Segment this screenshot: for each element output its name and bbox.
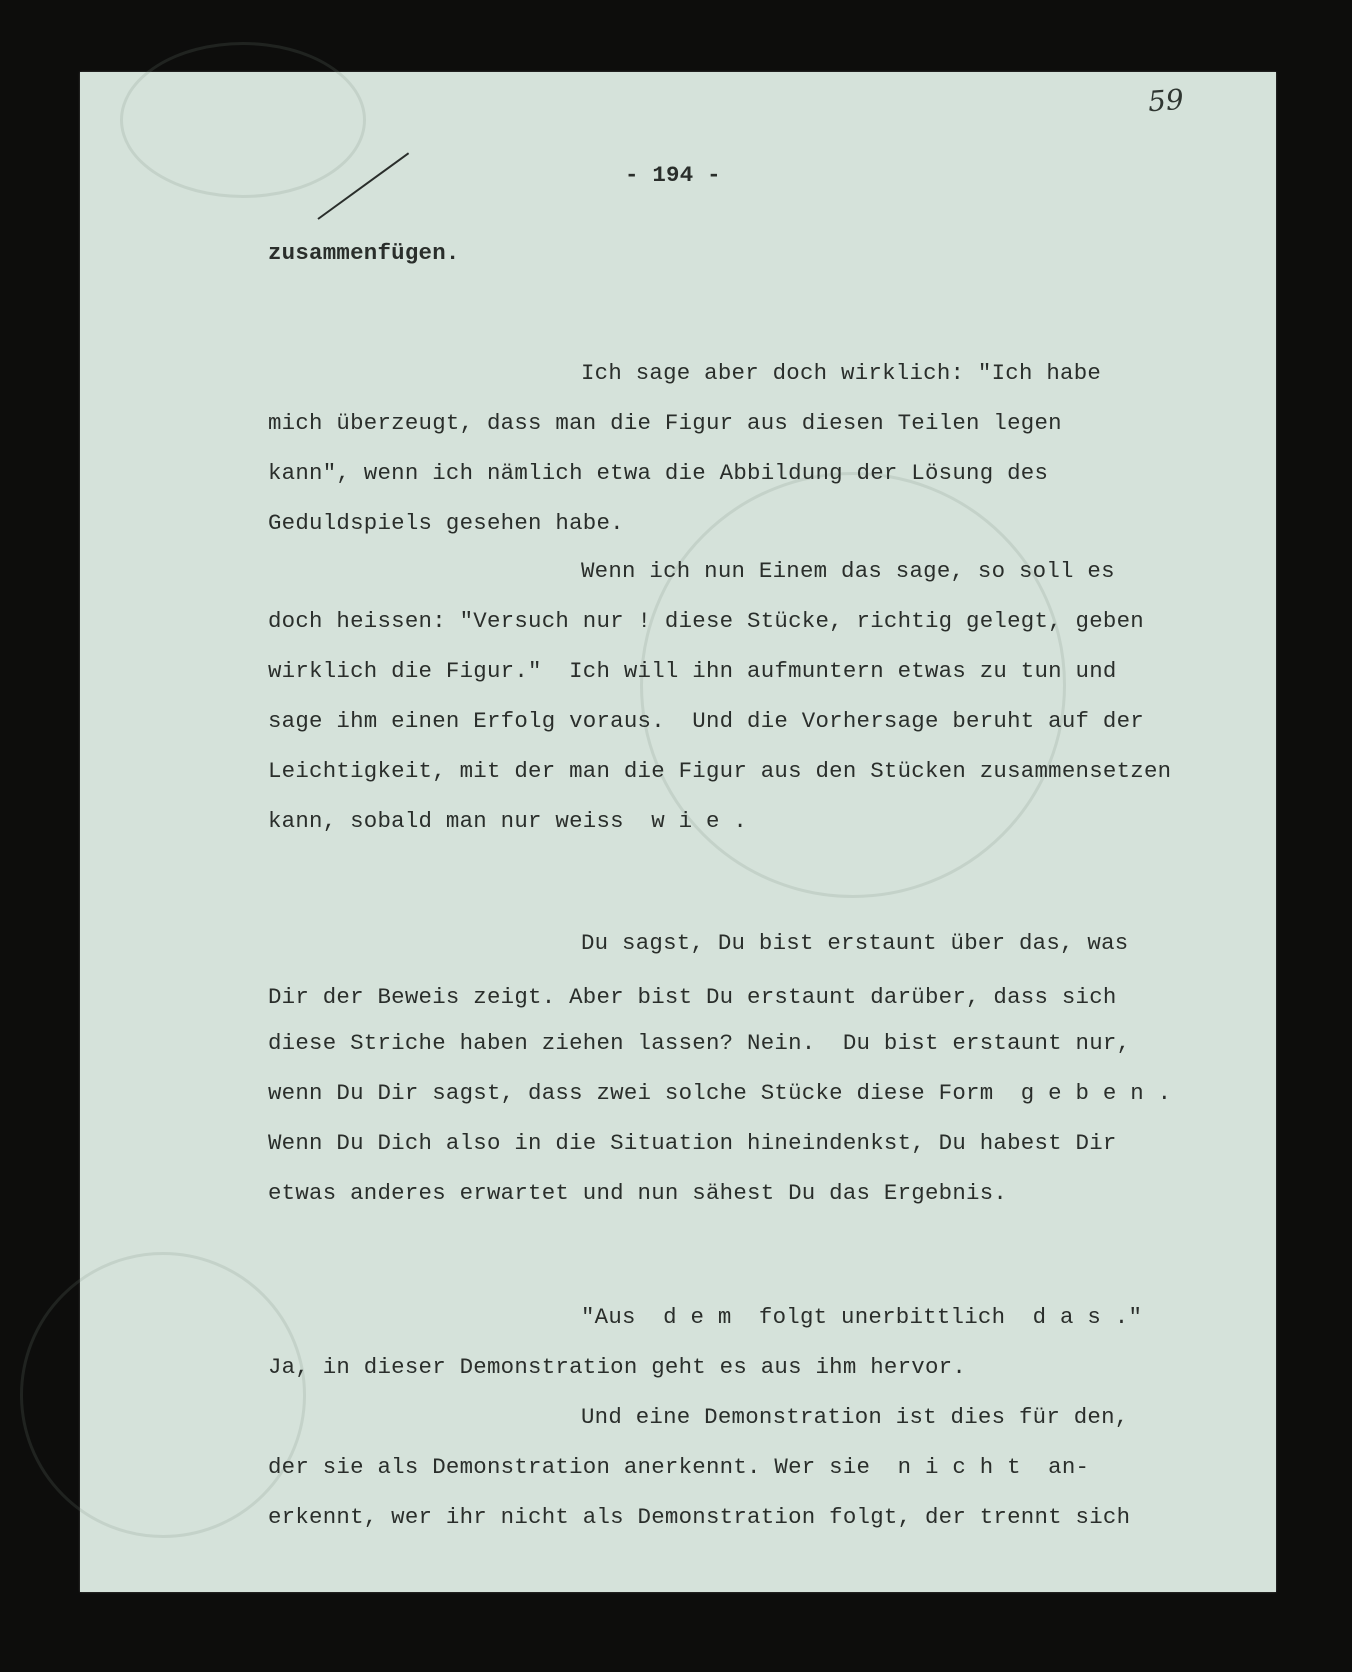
text-line: kann", wenn ich nämlich etwa die Abbildung der Lösung des: [268, 460, 1049, 486]
text-line: kann, sobald man nur weiss w i e .: [268, 808, 748, 834]
text-line: Wenn Du Dich also in die Situation hineindenkst, Du habest Dir: [268, 1130, 1117, 1156]
text-line: Ich sage aber doch wirklich: "Ich habe: [581, 360, 1102, 386]
text-line: Leichtigkeit, mit der man die Figur aus den Stücken zusammensetzen: [268, 758, 1172, 784]
text-line: mich überzeugt, dass man die Figur aus diesen Teilen legen: [268, 410, 1062, 436]
text-line: Wenn ich nun Einem das sage, so soll es: [581, 558, 1115, 584]
text-line: Du sagst, Du bist erstaunt über das, was: [581, 930, 1129, 956]
text-line: Geduldspiels gesehen habe.: [268, 510, 624, 536]
text-line: erkennt, wer ihr nicht als Demonstration folgt, der trennt sich: [268, 1504, 1131, 1530]
text-line: sage ihm einen Erfolg voraus. Und die Vorhersage beruht auf der: [268, 708, 1144, 734]
faded-stamp: [20, 1252, 306, 1538]
text-line: der sie als Demonstration anerkennt. Wer sie n i c h t an-: [268, 1454, 1090, 1480]
text-line: diese Striche haben ziehen lassen? Nein. Du bist erstaunt nur,: [268, 1030, 1131, 1056]
text-line: etwas anderes erwartet und nun sähest Du das Ergebnis.: [268, 1180, 1008, 1206]
text-line: Und eine Demonstration ist dies für den,: [581, 1404, 1129, 1430]
page-number: - 194 -: [625, 162, 721, 188]
text-line: Dir der Beweis zeigt. Aber bist Du erstaunt darüber, dass sich: [268, 984, 1117, 1010]
text-line: doch heissen: "Versuch nur ! diese Stücke, richtig gelegt, geben: [268, 608, 1144, 634]
archive-number: 59: [1146, 82, 1185, 119]
text-line: wenn Du Dir sagst, dass zwei solche Stücke diese Form g e b e n .: [268, 1080, 1172, 1106]
faded-stamp: [120, 42, 366, 198]
faded-stamp: [640, 472, 1066, 898]
text-line: "Aus d e m folgt unerbittlich d a s .": [581, 1304, 1143, 1330]
text-line: zusammenfügen.: [268, 240, 460, 266]
text-line: wirklich die Figur." Ich will ihn aufmuntern etwas zu tun und: [268, 658, 1117, 684]
text-line: Ja, in dieser Demonstration geht es aus ihm hervor.: [268, 1354, 967, 1380]
